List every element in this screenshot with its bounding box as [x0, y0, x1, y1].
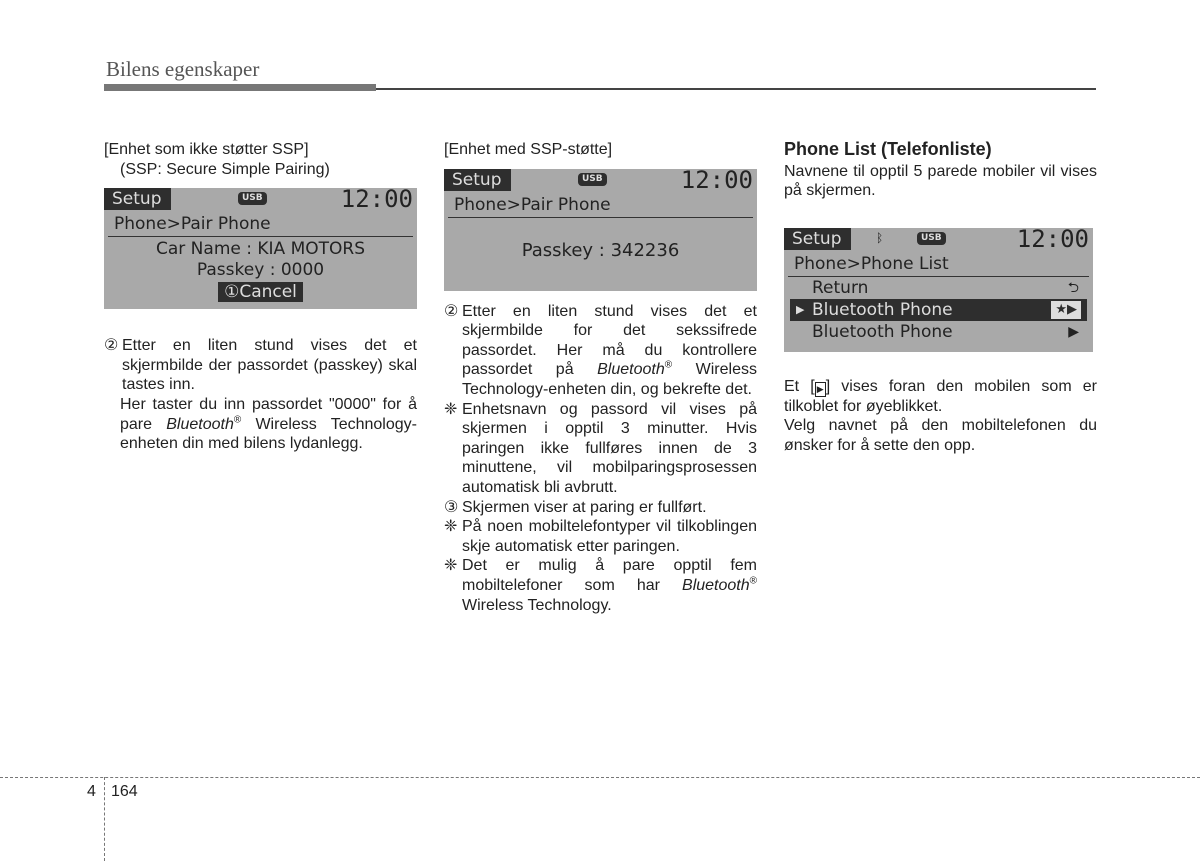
clock: 12:00	[340, 185, 413, 213]
step-text: Etter en liten stund vises det et skjermbilde der passordet (passkey) skal tastes inn.	[122, 337, 417, 394]
screen-breadcrumb: Phone>Pair Phone	[448, 191, 753, 218]
step-text-part: På noen mobiltelefontyper vil tilkoblingen skje automatisk etter paringen.	[462, 518, 757, 555]
paragraph	[104, 395, 417, 454]
screen-breadcrumb: Phone>Pair Phone	[108, 210, 413, 237]
step-marker: ②	[104, 337, 119, 355]
screen-pair-phone-ssp	[444, 166, 757, 291]
step-text-part: Enhetsnavn og passord vil vises på skjermen i opptil 3 minutter. Hvis paringen ikke fullføres innen de 3 minuttene, vil mobilparingsprosessen automatisk bli avbrutt.	[462, 400, 757, 496]
registered-mark: ®	[233, 414, 242, 426]
return-row[interactable]	[784, 277, 1093, 299]
screen-top-bar	[444, 166, 757, 194]
usb-icon: USB	[917, 232, 946, 245]
step-marker: ③	[444, 498, 459, 516]
car-name-line: Car Name : KIA MOTORS	[156, 239, 365, 259]
row-label: Bluetooth Phone	[812, 300, 953, 320]
step-text	[462, 556, 757, 615]
paragraph: Velg navnet på den mobiltelefonen du ønsker for å sette den opp.	[784, 417, 1097, 454]
page-header-title: Bilens egenskaper	[106, 57, 260, 81]
clock: 12:00	[680, 166, 753, 194]
bluetooth-italic: Bluetooth	[166, 415, 234, 433]
step-marker: ❈	[444, 557, 458, 575]
phone-row[interactable]	[784, 321, 1093, 343]
chevron-right-icon: ▶	[1068, 324, 1079, 340]
footer-divider	[104, 777, 105, 861]
section-label: [Enhet med SSP-støtte]	[444, 141, 613, 158]
return-icon: ⮌	[1067, 280, 1079, 296]
setup-tab: Setup	[784, 228, 851, 250]
step-marker: ❈	[444, 518, 458, 536]
setup-tab: Setup	[104, 188, 171, 210]
bluetooth-icon: ᛒ	[876, 231, 884, 245]
bluetooth-italic: Bluetooth	[597, 361, 665, 379]
screen-breadcrumb: Phone>Phone List	[788, 250, 1089, 277]
section-sublabel: (SSP: Secure Simple Pairing)	[120, 160, 330, 178]
star-arrow-icon: ★▶	[1051, 301, 1081, 319]
screen-pair-phone-no-ssp	[104, 185, 417, 309]
step-text-part: Wireless Technology-enheten din, og bekrefte det.	[462, 361, 757, 398]
step-marker: ❈	[444, 400, 458, 418]
usb-icon: USB	[238, 192, 267, 205]
screen-top-bar	[784, 225, 1093, 253]
connected-arrow-icon: ▶	[796, 303, 805, 316]
screen-top-bar	[104, 185, 417, 213]
footer-rule	[0, 777, 1200, 778]
registered-mark: ®	[664, 360, 673, 372]
step-text	[462, 302, 757, 400]
screen-phone-list	[784, 225, 1093, 352]
paragraph-text: Et [	[784, 377, 815, 395]
cancel-button[interactable]: ①Cancel	[218, 282, 303, 302]
step-text-part: Etter en liten stund vises det et skjermbilde for det sekssifrede passordet. Her må du kontrollere passordet på	[462, 302, 757, 379]
play-arrow-icon: ▶	[815, 382, 826, 397]
section-label: [Enhet som ikke støtter SSP]	[104, 141, 309, 158]
registered-mark: ®	[749, 575, 757, 587]
step-item	[104, 336, 417, 395]
page-number: 164	[111, 783, 138, 800]
step-item	[444, 302, 757, 400]
step-item	[444, 498, 757, 518]
usb-icon: USB	[578, 173, 607, 186]
step-text-part: Det er mulig å pare opptil fem mobiltelefoner som har	[462, 557, 757, 594]
clock: 12:00	[1016, 225, 1089, 253]
passkey-line: Passkey : 0000	[196, 260, 325, 280]
header-rule-accent	[104, 84, 376, 91]
step-list	[444, 302, 757, 616]
step-item	[444, 556, 757, 615]
paragraph-text: ] vises foran den mobilen som er tilkoblet for øyeblikket.	[784, 377, 1098, 415]
step-marker: ②	[444, 302, 459, 320]
chapter-number: 4	[87, 783, 96, 800]
paragraph-text: Wireless Technology-enheten din med bilens lydanlegg.	[120, 415, 417, 453]
step-item	[444, 400, 757, 498]
bluetooth-italic: Bluetooth	[682, 576, 750, 594]
row-label: Return	[812, 278, 869, 298]
passkey-line: Passkey : 342236	[521, 240, 680, 261]
setup-tab: Setup	[444, 169, 511, 191]
paragraph	[784, 377, 1097, 417]
step-text	[462, 498, 757, 518]
paragraph-text: Her taster du inn passordet "0000" for å pare	[120, 395, 417, 433]
phone-row-selected[interactable]	[790, 299, 1087, 321]
step-text	[462, 517, 757, 556]
section-heading: Phone List (Telefonliste)	[784, 139, 992, 159]
row-label: Bluetooth Phone	[812, 322, 953, 342]
step-item	[444, 517, 757, 556]
step-text	[462, 400, 757, 498]
intro-paragraph: Navnene til opptil 5 parede mobiler vil vises på skjermen.	[784, 162, 1097, 200]
step-text-part: Wireless Technology.	[462, 596, 612, 614]
step-text-part: Skjermen viser at paring er fullført.	[462, 498, 707, 516]
